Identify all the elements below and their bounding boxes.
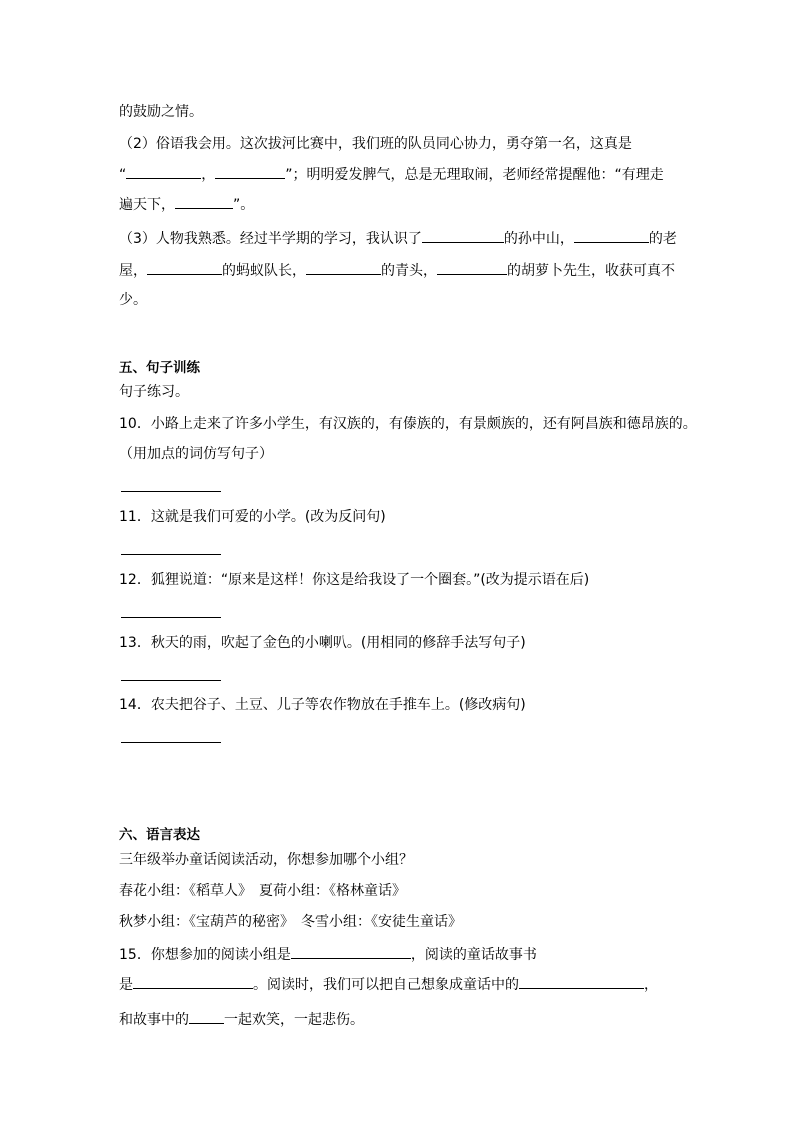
section5-heading: 五、句子训练 [119, 360, 200, 376]
q10-text: 10．小路上走来了许多小学生，有汉族的，有傣族的，有景颇族的，还有阿昌族和德昂族的。 [119, 416, 697, 432]
section4-line-top: 的鼓励之情。 [119, 104, 203, 120]
q2-line1: （2）俗语我会用。这次拔河比赛中，我们班的队员同心协力，勇夺第一名，这真是 [119, 136, 632, 152]
answer-blank[interactable] [133, 974, 253, 989]
section5-intro: 句子练习。 [119, 384, 189, 400]
answer-blank[interactable] [291, 944, 411, 959]
answer-blank[interactable] [189, 1009, 224, 1024]
q11-text: 11．这就是我们可爱的小学。(改为反问句) [119, 509, 386, 525]
groups-line1: 春花小组：《稻草人》 夏荷小组：《格林童话》 [119, 883, 406, 899]
q3-line3: 少。 [119, 292, 147, 308]
answer-blank[interactable] [215, 164, 285, 179]
q15-line2: 是 。阅读时，我们可以把自己想象成童话中的 ， [119, 974, 674, 995]
q14-answer-line[interactable] [121, 742, 221, 743]
q12-answer-line[interactable] [121, 617, 221, 618]
groups-line2: 秋梦小组：《宝葫芦的秘密》 冬雪小组：《安徒生童话》 [119, 914, 462, 930]
q10-note: （用加点的词仿写句子） [119, 446, 273, 462]
q14-text: 14．农夫把谷子、土豆、儿子等农作物放在手推车上。(修改病句) [119, 697, 526, 713]
q3-line2: 屋， 的蚂蚁队长， 的青头， 的胡萝卜先生，收获可真不 [119, 260, 674, 281]
answer-blank[interactable] [147, 260, 222, 275]
q3-line1: （3）人物我熟悉。经过半学期的学习，我认识了 的孙中山， 的老 [119, 228, 674, 249]
q10-answer-line[interactable] [121, 491, 221, 492]
q13-answer-line[interactable] [121, 680, 221, 681]
answer-blank[interactable] [175, 194, 233, 209]
section6-heading: 六、语言表达 [119, 827, 200, 843]
answer-blank[interactable] [126, 164, 201, 179]
q12-text: 12．狐狸说道：“原来是这样！你这是给我设了一个圈套。”(改为提示语在后) [119, 572, 590, 588]
answer-blank[interactable] [519, 974, 644, 989]
q13-text: 13．秋天的雨，吹起了金色的小喇叭。(用相同的修辞手法写句子) [119, 635, 526, 651]
q15-line1: 15．你想参加的阅读小组是 ，阅读的童话故事书 [119, 944, 674, 965]
answer-blank[interactable] [306, 260, 381, 275]
q2-line3: 遍天下， ”。 [119, 194, 674, 215]
answer-blank[interactable] [437, 260, 507, 275]
q2-line2: “ ， ”；明明爱发脾气，总是无理取闹，老师经常提醒他：“有理走 [119, 164, 674, 185]
q15-line3: 和故事中的 一起欢笑，一起悲伤。 [119, 1009, 674, 1030]
q11-answer-line[interactable] [121, 554, 221, 555]
section6-intro: 三年级举办童话阅读活动，你想参加哪个小组？ [119, 852, 413, 868]
answer-blank[interactable] [574, 228, 649, 243]
answer-blank[interactable] [422, 228, 504, 243]
